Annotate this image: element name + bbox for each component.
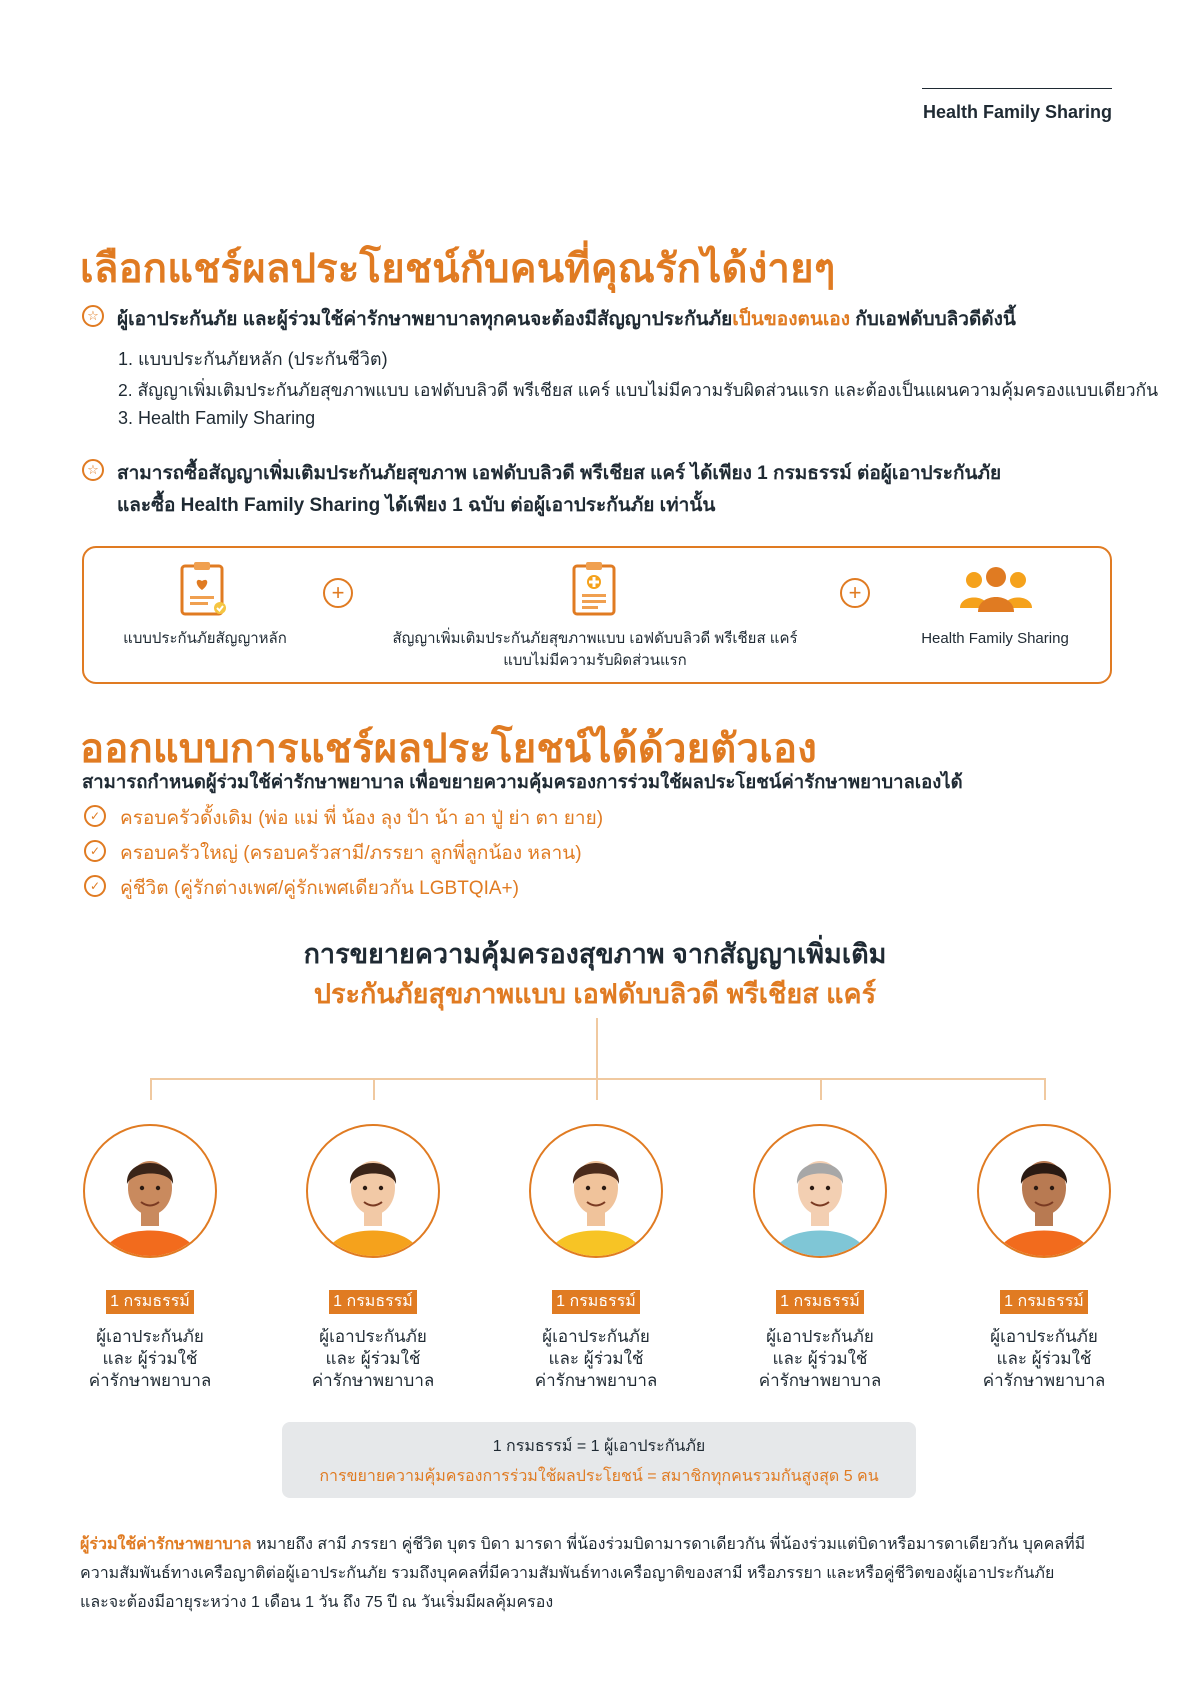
policy-badge: 1 กรมธรรม์ (106, 1290, 194, 1314)
member-avatar (753, 1124, 887, 1258)
member-label: ผู้เอาประกันภัย และ ผู้ร่วมใช้ ค่ารักษาพยาบาล (982, 1327, 1106, 1390)
tree-drop (373, 1078, 375, 1100)
tree-branch (150, 1078, 1046, 1080)
product-label-family: Health Family Sharing (921, 630, 1069, 647)
policy-badge: 1 กรมธรรม์ (1000, 1290, 1088, 1314)
member-label: ผู้เอาประกันภัย และ ผู้ร่วมใช้ ค่ารักษาพยาบาล (758, 1327, 882, 1390)
section1-point1: ผู้เอาประกันภัย และผู้ร่วมใช้ค่ารักษาพยาบาลทุกคนจะต้องมีสัญญาประกันภัยเป็นของตนเอง กับเอฟดับบลิวดีดังนี้ (117, 309, 1016, 330)
person-icon (979, 1126, 1109, 1256)
member-avatar (977, 1124, 1111, 1258)
plus-icon: + (840, 578, 870, 608)
star-icon: ☆ (82, 305, 104, 327)
clipboard-heart-icon (180, 560, 228, 616)
star-icon: ☆ (82, 459, 104, 481)
person-icon (85, 1126, 215, 1256)
clipboard-medical-icon (572, 560, 618, 616)
option-item: ครอบครัวใหญ่ (ครอบครัวสามี/ภรรยา ลูกพี่ลูกน้อง หลาน) (120, 843, 582, 864)
member-label: ผู้เอาประกันภัย และ ผู้ร่วมใช้ ค่ารักษาพยาบาล (311, 1327, 435, 1390)
option-item: ครอบครัวดั้งเดิม (พ่อ แม่ พี่ น้อง ลุง ป้า น้า อา ปู่ ย่า ตา ยาย) (120, 808, 604, 829)
member-avatar (306, 1124, 440, 1258)
section1-point2-line1: สามารถซื้อสัญญาเพิ่มเติมประกันภัยสุขภาพ เอฟดับบลิวดี พรีเชียส แคร์ ได้เพียง 1 กรมธรรม์ ต่อผู้เอาประกันภัย (117, 463, 1002, 484)
product-label-main: แบบประกันภัยสัญญาหลัก (123, 630, 287, 647)
check-circle-icon: ✓ (84, 840, 106, 862)
section2-heading: ออกแบบการแชร์ผลประโยชน์ได้ด้วยตัวเอง (80, 727, 817, 771)
diagram-title-line1: การขยายความคุ้มครองสุขภาพ จากสัญญาเพิ่มเติม (303, 939, 887, 969)
diagram-title-line2: ประกันภัยสุขภาพแบบ เอฟดับบลิวดี พรีเชียส แคร์ (313, 979, 877, 1009)
summary-line2: การขยายความคุ้มครองการร่วมใช้ผลประโยชน์ = สมาชิกทุกคนรวมกันสูงสุด 5 คน (319, 1468, 879, 1485)
policy-badge: 1 กรมธรรม์ (776, 1290, 864, 1314)
member-avatar (529, 1124, 663, 1258)
product-label-rider: สัญญาเพิ่มเติมประกันภัยสุขภาพแบบ เอฟดับบลิวดี พรีเชียส แคร์ แบบไม่มีความรับผิดส่วนแรก (392, 630, 798, 669)
tree-drop (1044, 1078, 1046, 1100)
header-rule (922, 88, 1112, 89)
plus-icon: + (323, 578, 353, 608)
summary-box (282, 1422, 916, 1498)
family-group-icon (958, 566, 1034, 614)
tree-drop (820, 1078, 822, 1100)
footnote: ผู้ร่วมใช้ค่ารักษาพยาบาล หมายถึง สามี ภรรยา คู่ชีวิต บุตร บิดา มารดา พี่น้องร่วมบิดามารดาเดียวกัน พี่น้องร่วมแต่บิดาหรือมารดาเดียวกัน บุคคลที่มี ความสัมพันธ์ทางเครือญาติต่อผู้เอาประกันภัย รวมถึงบุคคลที่มีความสัมพันธ์ทางเครือญาติของสามี หรือภรรยา และหรือคู่ชีวิตของผู้เอาประกันภัย และจะต้องมีอายุระหว่าง 1 เดือน 1 วัน ถึง 75 ปี ณ วันเริ่มมีผลคุ้มครอง (80, 1536, 1086, 1611)
section1-heading: เลือกแชร์ผลประโยชน์กับคนที่คุณรักได้ง่ายๆ (80, 247, 836, 291)
policy-badge: 1 กรมธรรม์ (329, 1290, 417, 1314)
member-avatar (83, 1124, 217, 1258)
tree-drop (596, 1078, 598, 1100)
header-title: Health Family Sharing (922, 102, 1112, 122)
person-icon (531, 1126, 661, 1256)
section2-subheading: สามารถกำหนดผู้ร่วมใช้ค่ารักษาพยาบาล เพื่อขยายความคุ้มครองการร่วมใช้ผลประโยชน์ค่ารักษาพยาบาลเองได้ (82, 771, 963, 792)
person-icon (755, 1126, 885, 1256)
check-circle-icon: ✓ (84, 805, 106, 827)
list-item: 1. แบบประกันภัยหลัก (ประกันชีวิต) (118, 349, 388, 369)
person-icon (308, 1126, 438, 1256)
summary-line1: 1 กรมธรรม์ = 1 ผู้เอาประกันภัย (492, 1438, 706, 1455)
tree-drop (150, 1078, 152, 1100)
option-item: คู่ชีวิต (คู่รักต่างเพศ/คู่รักเพศเดียวกัน LGBTQIA+) (120, 878, 519, 899)
check-circle-icon: ✓ (84, 875, 106, 897)
list-item: 3. Health Family Sharing (118, 408, 316, 428)
member-label: ผู้เอาประกันภัย และ ผู้ร่วมใช้ ค่ารักษาพยาบาล (534, 1327, 658, 1390)
policy-badge: 1 กรมธรรม์ (552, 1290, 640, 1314)
list-item: 2. สัญญาเพิ่มเติมประกันภัยสุขภาพแบบ เอฟดับบลิวดี พรีเชียส แคร์ แบบไม่มีความรับผิดส่วนแรก และต้องเป็นแผนความคุ้มครองแบบเดียวกัน (118, 380, 1159, 400)
section1-point2-line2: และซื้อ Health Family Sharing ได้เพียง 1 ฉบับ ต่อผู้เอาประกันภัย เท่านั้น (117, 495, 716, 516)
member-label: ผู้เอาประกันภัย และ ผู้ร่วมใช้ ค่ารักษาพยาบาล (88, 1327, 212, 1390)
